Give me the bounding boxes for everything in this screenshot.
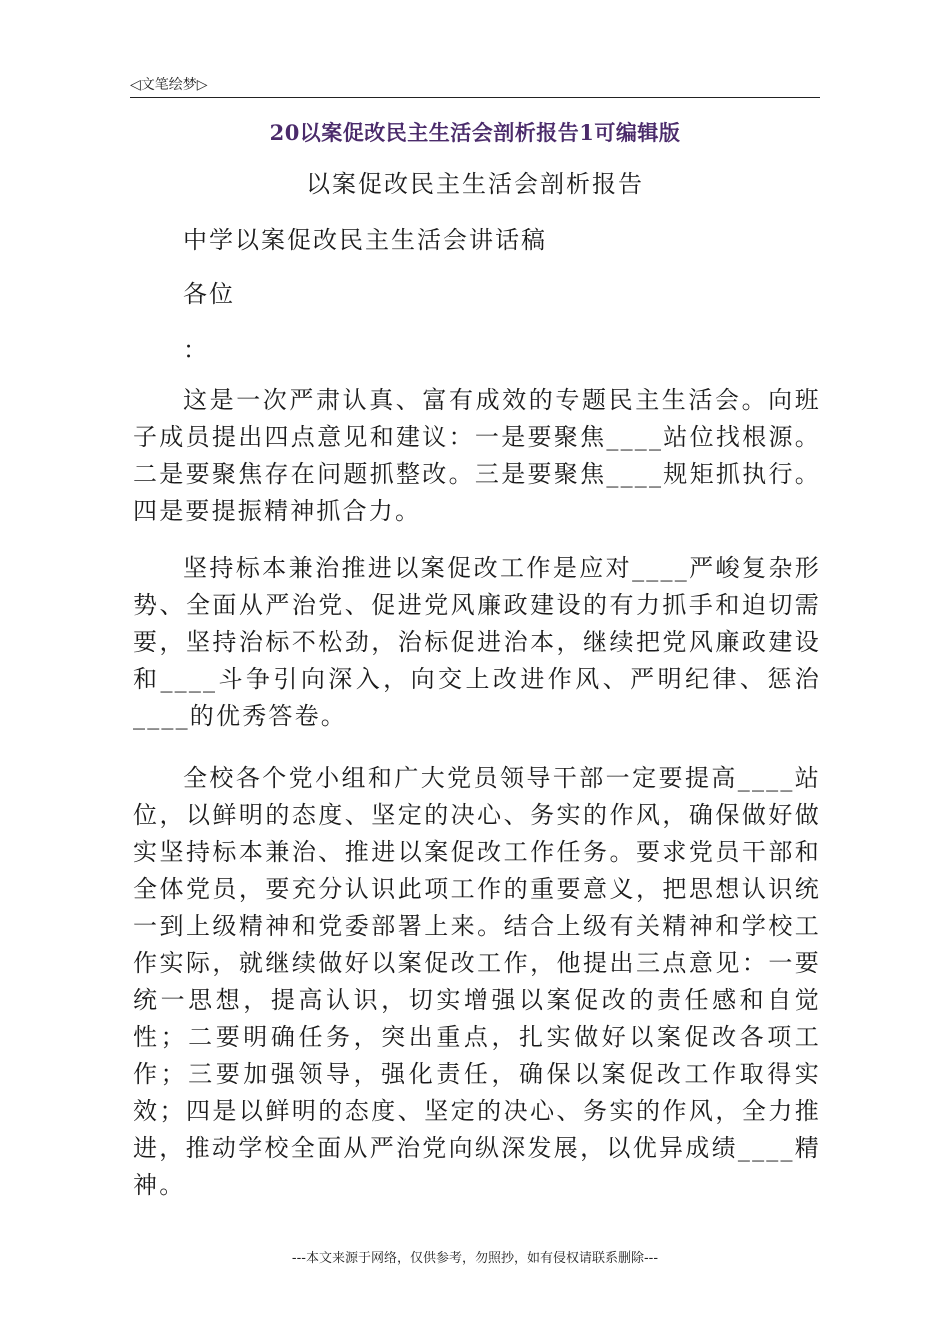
paragraph-2: 坚持标本兼治推进以案促改工作是应对____严峻复杂形势、全面从严治党、促进党风廉政建设的有力抓手和迫切需要，坚持治标不松劲，治标促进治本，继续把党风廉政建设和____斗争引向深入，向交上改进作风、严明纪律、惩治____的优秀答卷。 [133, 554, 821, 730]
document-title: 20以案促改民主生活会剖析报告1可编辑版 [269, 120, 681, 145]
header-brand: ◁文笔绘梦▷ [130, 77, 208, 93]
salutation: 各位 [183, 280, 235, 308]
document-subtitle: 以案促改民主生活会剖析报告 [306, 170, 644, 198]
footer-disclaimer: ---本文来源于网络，仅供参考，勿照抄，如有侵权请联系删除--- [291, 1251, 659, 1266]
paragraph-1: 这是一次严肃认真、富有成效的专题民主生活会。向班子成员提出四点意见和建议：一是要聚焦____站位找根源。二是要聚焦存在问题抓整改。三是要聚焦____规矩抓执行。四是要提振精神抓合力。 [133, 386, 821, 525]
paragraph-3: 全校各个党小组和广大党员领导干部一定要提高____站位，以鲜明的态度、坚定的决心、务实的作风，确保做好做实坚持标本兼治、推进以案促改工作任务。要求党员干部和全体党员，要充分认识此项工作的重要意义，把思想认识统一到上级精神和党委部署上来。结合上级有关精神和学校工作实际，就继续做好以案促改工作，他提出三点意见：一要统一思想，提高认识，切实增强以案促改的责任感和自觉性；二要明确任务，突出重点，扎实做好以案促改各项工作；三要加强领导，强化责任，确保以案促改工作取得实效；四是以鲜明的态度、坚定的决心、务实的作风，全力推进，推动学校全面从严治党向纵深发展，以优异成绩____精神。 [133, 764, 821, 1199]
salutation-colon: ： [183, 336, 209, 364]
speech-heading: 中学以案促改民主生活会讲话稿 [183, 226, 547, 254]
header-divider [130, 97, 820, 98]
